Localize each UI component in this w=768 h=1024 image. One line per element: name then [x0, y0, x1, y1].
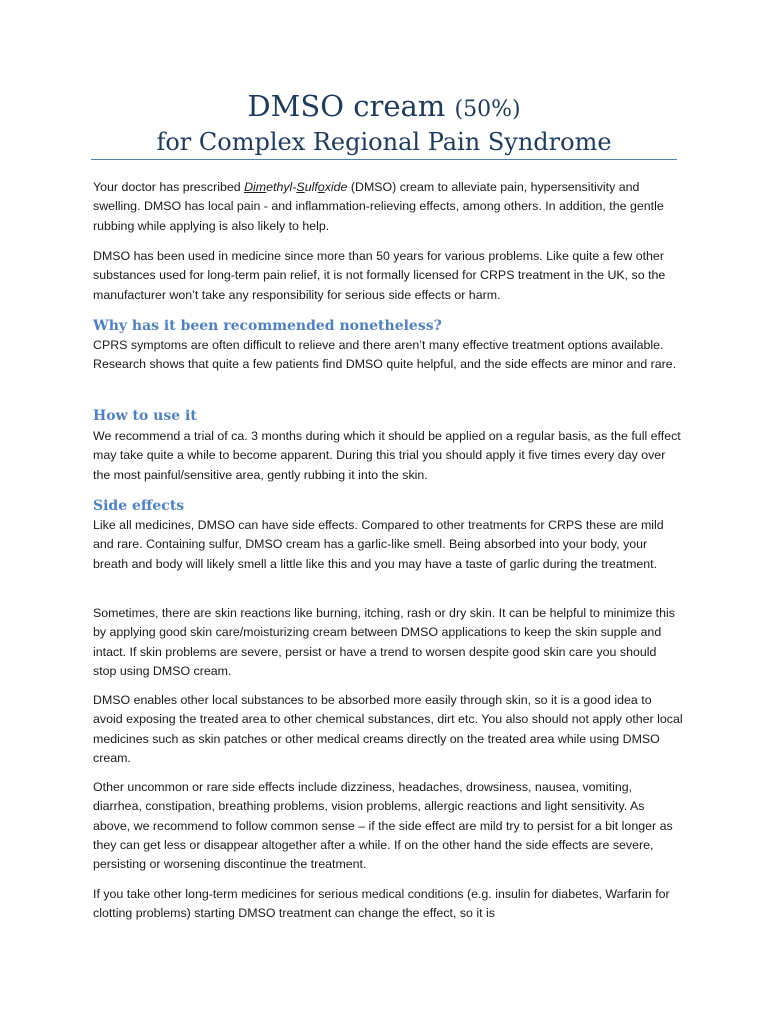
skin-reactions-paragraph: Sometimes, there are skin reactions like burning, itching, rash or dry skin. It can be helpful to minimize this by applying good skin care/moisturizing cream between DMSO applications to keep the skin supple and intact. If skin problems are severe, persist or have a trend to worsen despite good skin care you should stop using DMSO cream.: [93, 606, 675, 678]
how-paragraph: We recommend a trial of ca. 3 months during which it should be applied on a regular basis, as the full effect may take quite a while to become apparent. During this trial you should apply it five times every day over the most painful/sensitive area, gently rubbing it into the skin.: [93, 429, 681, 482]
term-part: S: [296, 180, 305, 194]
intro-text-end: (DMSO) cream to alleviate pain, hypersensitivity and swelling. DMSO has local pain - and inflammation-relieving effects, among others. In addition, the gentle rubbing while applying is also likely to help.: [93, 180, 664, 233]
term-part: ethyl-: [266, 180, 297, 194]
rare-side-effects-paragraph: Other uncommon or rare side effects include dizziness, headaches, drowsiness, nausea, vomiting, diarrhea, constipation, breathing problems, vision problems, allergic reactions and light sensitivity. As above, we recommend to follow common sense – if the side effect are mild try to persist for a bit longer as they can get less or disappear altogether after a while. If on the other hand the side effects are severe, persisting or worsening discontinue the treatment.: [93, 780, 673, 872]
title-divider: [91, 159, 677, 160]
title-percentage: (50%): [454, 97, 521, 122]
term-part: o: [317, 180, 325, 194]
term-part: Dim: [244, 180, 267, 194]
intro-paragraph: [93, 178, 683, 236]
heading-how-to-use: How to use it: [93, 408, 197, 424]
side-effects-paragraph: Like all medicines, DMSO can have side effects. Compared to other treatments for CRPS these are mild and rare. Containing sulfur, DMSO cream has a garlic-like smell. Being absorbed into your body, your breath and body will likely smell a little like this and you may have a taste of garlic during the treatment.: [93, 518, 664, 571]
intro-text-start: Your doctor has prescribed: [93, 180, 245, 194]
title-main: DMSO cream: [247, 89, 446, 123]
heading-why-recommended: Why has it been recommended nonetheless?: [93, 318, 442, 334]
absorption-paragraph: DMSO enables other local substances to be absorbed more easily through skin, so it is a good idea to avoid exposing the treated area to other chemical substances, dirt etc. You also should not apply other local medicines such as skin patches or other medical creams directly on the treated area while using DMSO cream.: [93, 693, 683, 765]
history-paragraph: DMSO has been used in medicine since more than 50 years for various problems. Like quite a few other substances used for long-term pain relief, it is not formally licensed for CRPS treatment in the UK, so the manufacturer won’t take any responsibility for serious side effects or harm.: [93, 249, 666, 302]
heading-side-effects: Side effects: [93, 498, 185, 514]
page-subtitle: for Complex Regional Pain Syndrome: [156, 128, 612, 156]
term-part: ulf: [304, 180, 318, 194]
why-paragraph: CPRS symptoms are often difficult to relieve and there aren’t many effective treatment options available. Research shows that quite a few patients find DMSO quite helpful, and the side effects are minor and rare.: [93, 338, 677, 372]
term-part: xide: [324, 180, 348, 194]
interactions-paragraph: If you take other long-term medicines for serious medical conditions (e.g. insulin for diabetes, Warfarin for clotting problems) starting DMSO treatment can change the effect, so it is: [93, 887, 670, 921]
